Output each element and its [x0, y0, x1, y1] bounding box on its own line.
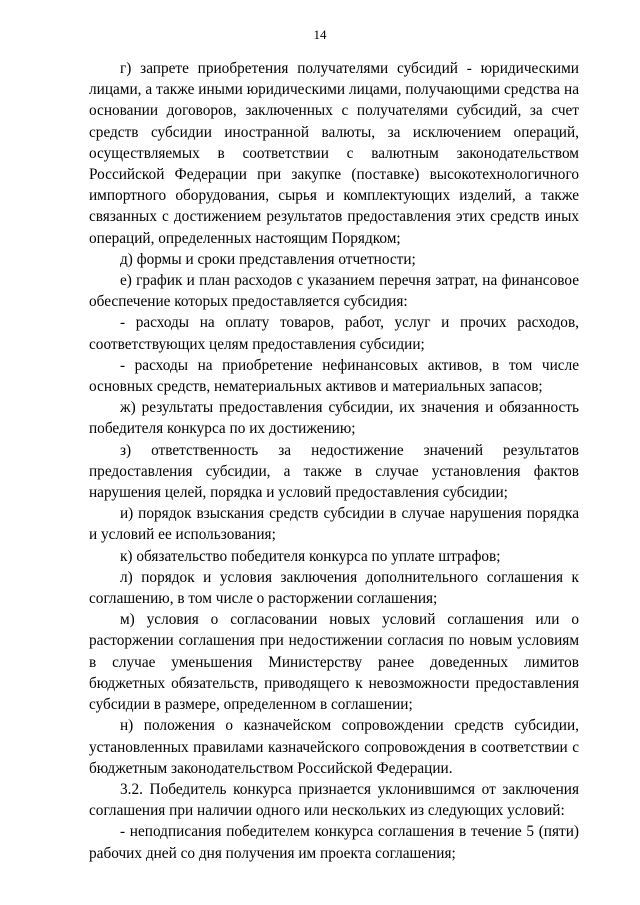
paragraph-g: г) запрете приобретения получателями субсидий - юридическими лицами, а также иными юридическими лицами, получающими средства на основании договоров, заключенных с получателями субсидий, за счет средств субсидии иностранной валюты, за исключением операций, осуществляемых в соответствии с валютным законодательством Российской Федерации при закупке (поставке) высокотехнологичного импортного оборудования, сырья и комплектующих изделий, а также связанных с достижением результатов предоставления этих средств иных операций, определенных настоящим Порядком; — [89, 60, 579, 247]
paragraph-3-2-item-1: - неподписания победителем конкурса соглашения в течение 5 (пяти) рабочих дней со дня получения им проекта соглашения; — [89, 823, 579, 862]
paragraph-e-item-1: - расходы на оплату товаров, работ, услуг и прочих расходов, соответствующих целям предоставления субсидии; — [89, 314, 579, 353]
document-body — [89, 58, 579, 864]
paragraph-i: и) порядок взыскания средств субсидии в случае нарушения порядка и условий ее использования; — [89, 505, 579, 544]
paragraph-k: к) обязательство победителя конкурса по уплате штрафов; — [120, 547, 501, 565]
paragraph-m: м) условия о согласовании новых условий соглашения или о расторжении соглашения при недостижении согласия по новым условиям в случае уменьшения Министерству ранее доведенных лимитов бюджетных обязательств, приводящего к невозможности предоставления субсидии в размере, определенном в соглашении; — [89, 611, 579, 714]
paragraph-3-2: 3.2. Победитель конкурса признается уклонившимся от заключения соглашения при наличии одного или нескольких из следующих условий: — [89, 780, 579, 820]
paragraph-z: з) ответственность за недостижение значений результатов предоставления субсидии, а также в случае установления фактов нарушения целей, порядка и условий предоставления субсидии; — [89, 441, 579, 502]
paragraph-e: е) график и план расходов с указанием перечня затрат, на финансовое обеспечение которых предоставляется субсидия: — [89, 272, 579, 311]
paragraph-zh: ж) результаты предоставления субсидии, их значения и обязанность победителя конкурса по их достижению; — [89, 399, 579, 438]
paragraph-l: л) порядок и условия заключения дополнительного соглашения к соглашению, в том числе о расторжении соглашения; — [89, 568, 579, 608]
paragraph-n: н) положения о казначейском сопровождении средств субсидии, установленных правилами казначейского сопровождения в соответствии с бюджетным законодательством Российской Федерации. — [89, 717, 579, 777]
paragraph-e-item-2: - расходы на приобретение нефинансовых активов, в том числе основных средств, нематериальных активов и материальных запасов; — [89, 356, 579, 396]
page-number: 14 — [313, 27, 327, 42]
paragraph-d: д) формы и сроки представления отчетности; — [120, 250, 416, 268]
